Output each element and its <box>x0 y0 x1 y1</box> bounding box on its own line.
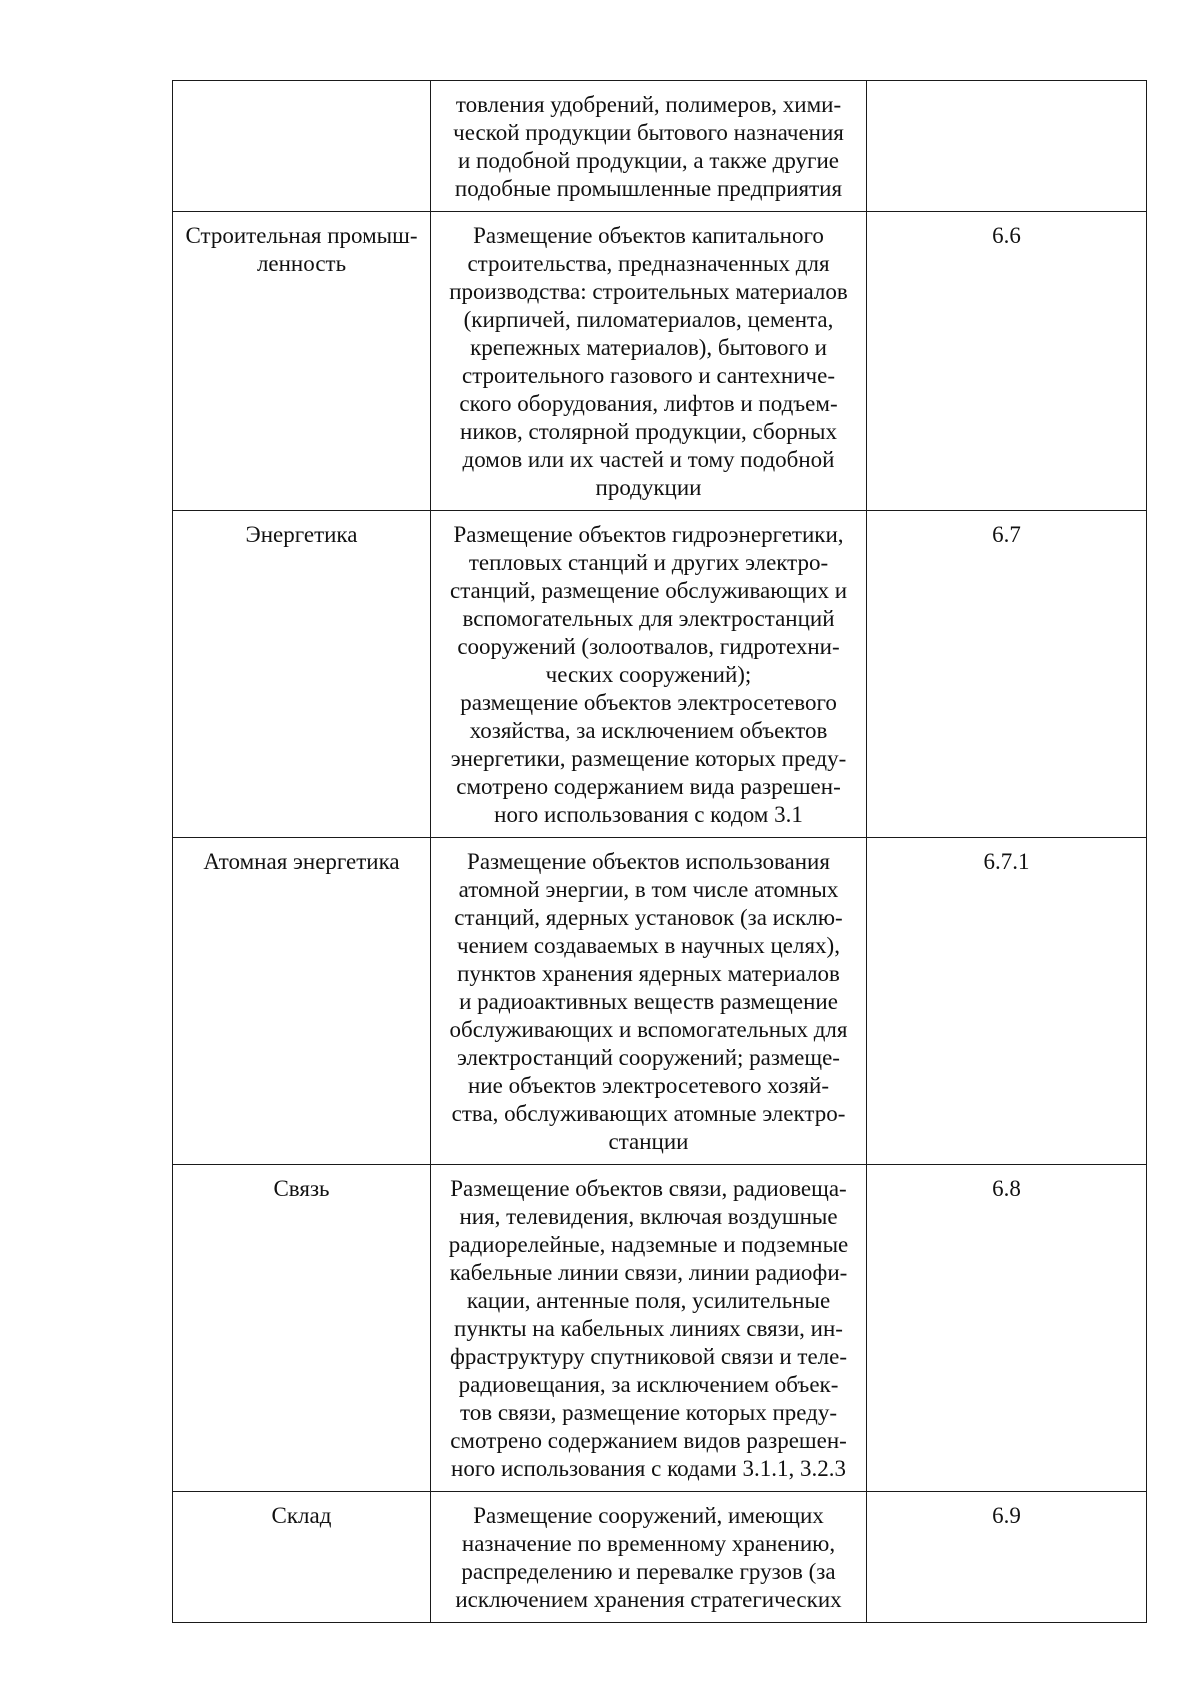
land-use-description-line: станций, ядерных установок (за исклю- <box>454 905 843 930</box>
land-use-description-line: размещение объектов электросетевого <box>460 690 837 715</box>
land-use-code-cell <box>867 838 1147 1165</box>
land-use-description-line: ного использования с кодами 3.1.1, 3.2.3 <box>451 1456 846 1481</box>
land-use-description-line: ского оборудования, лифтов и подъем- <box>459 391 838 416</box>
land-use-description-line: и радиоактивных веществ размещение <box>459 989 838 1014</box>
land-use-name-cell <box>173 81 431 212</box>
land-use-description-line: производства: строительных материалов <box>449 279 848 304</box>
land-use-description-line: строительства, предназначенных для <box>467 251 830 276</box>
land-use-description-cell <box>431 838 867 1165</box>
land-use-description-line: вспомогательных для электростанций <box>462 606 835 631</box>
land-use-description-line: Размещение объектов использования <box>467 849 830 874</box>
land-use-description-line: смотрено содержанием вида разрешен- <box>456 774 841 799</box>
land-use-description-line: тепловых станций и других электро- <box>468 550 829 575</box>
land-use-code-cell <box>867 81 1147 212</box>
land-use-description-line: фраструктуру спутниковой связи и теле- <box>449 1344 848 1369</box>
land-use-description-line: Размещение объектов гидроэнергетики, <box>453 522 844 547</box>
land-use-description-line: крепежных материалов), бытового и <box>470 335 827 360</box>
land-use-description-line: ческой продукции бытового назначения <box>453 120 844 145</box>
land-use-name-line: Склад <box>271 1503 332 1528</box>
land-use-code-cell <box>867 1492 1147 1623</box>
land-use-description-line: и подобной продукции, а также другие <box>458 148 839 173</box>
land-use-code-cell <box>867 1165 1147 1492</box>
land-use-description-line: ников, столярной продукции, сборных <box>460 419 837 444</box>
land-use-description-line: Размещение сооружений, имеющих <box>473 1503 824 1528</box>
land-use-name-cell <box>173 212 431 511</box>
land-use-name-cell <box>173 1165 431 1492</box>
land-use-description-cell <box>431 81 867 212</box>
land-use-description-line: (кирпичей, пиломатериалов, цемента, <box>463 307 834 332</box>
land-use-description-line: исключением хранения стратегических <box>455 1587 842 1612</box>
land-use-description-line: кабельные линии связи, линии радиофи- <box>449 1260 848 1285</box>
table-row <box>173 838 1147 1165</box>
land-use-description-line: ния, телевидения, включая воздушные <box>459 1204 838 1229</box>
land-use-description-line: тов связи, размещение которых преду- <box>459 1400 838 1425</box>
land-use-name-cell <box>173 1492 431 1623</box>
land-use-code: 6.9 <box>992 1503 1021 1528</box>
table-row <box>173 212 1147 511</box>
land-use-description-line: ства, обслуживающих атомные электро- <box>451 1101 846 1126</box>
land-use-description-line: ние объектов электросетевого хозяй- <box>468 1073 829 1098</box>
land-use-description-line: пунктов хранения ядерных материалов <box>457 961 840 986</box>
land-use-description-line: распределению и перевалке грузов (за <box>461 1559 836 1584</box>
table-body <box>173 81 1147 1623</box>
land-use-description-line: радиовещания, за исключением объек- <box>458 1372 839 1397</box>
land-use-name-line: Строительная промыш- <box>185 223 418 248</box>
land-use-description-line: станций, размещение обслуживающих и <box>449 578 848 603</box>
land-use-description-cell <box>431 511 867 838</box>
land-use-name-line: Энергетика <box>245 522 358 547</box>
land-use-description-cell <box>431 212 867 511</box>
land-use-description-line: ческих сооружений); <box>545 662 752 687</box>
table-row <box>173 511 1147 838</box>
land-use-description-line: строительного газового и сантехниче- <box>462 363 835 388</box>
land-use-description-cell <box>431 1165 867 1492</box>
land-use-description-line: продукции <box>595 475 702 500</box>
table-row <box>173 81 1147 212</box>
land-use-description-line: товления удобрений, полимеров, хими- <box>455 92 842 117</box>
table-row <box>173 1492 1147 1623</box>
land-use-name-line: Связь <box>273 1176 330 1201</box>
land-use-description-line: ного использования с кодом 3.1 <box>494 802 803 827</box>
land-use-code-cell <box>867 511 1147 838</box>
land-use-description-line: назначение по временному хранению, <box>461 1531 836 1556</box>
land-use-description-line: Размещение объектов связи, радиовеща- <box>450 1176 847 1201</box>
land-use-description-line: подобные промышленные предприятия <box>454 176 843 201</box>
land-use-description-line: атомной энергии, в том числе атомных <box>458 877 839 902</box>
land-use-description-line: сооружений (золоотвалов, гидротехни- <box>457 634 840 659</box>
land-use-description-line: обслуживающих и вспомогательных для <box>449 1017 848 1042</box>
land-use-description-line: кации, антенные поля, усилительные <box>466 1288 831 1313</box>
land-use-code: 6.7 <box>992 522 1021 547</box>
land-use-description-line: чением создаваемых в научных целях), <box>457 933 840 958</box>
land-use-name-line: Атомная энергетика <box>203 849 400 874</box>
land-use-name-cell <box>173 511 431 838</box>
land-use-name-cell <box>173 838 431 1165</box>
land-use-description-line: радиорелейные, надземные и подземные <box>448 1232 849 1257</box>
land-use-description-line: хозяйства, за исключением объектов <box>469 718 828 743</box>
land-use-description-line: электростанций сооружений; размеще- <box>457 1045 840 1070</box>
land-use-description-line: энергетики, размещение которых преду- <box>450 746 847 771</box>
land-use-description-line: станции <box>608 1129 689 1154</box>
land-use-code-cell <box>867 212 1147 511</box>
land-use-code: 6.6 <box>992 223 1021 248</box>
table-row <box>173 1165 1147 1492</box>
land-use-description-line: Размещение объектов капитального <box>473 223 824 248</box>
land-use-code: 6.7.1 <box>983 849 1030 874</box>
land-use-table <box>172 80 1147 1623</box>
land-use-description-line: смотрено содержанием видов разрешен- <box>450 1428 847 1453</box>
land-use-code: 6.8 <box>992 1176 1021 1201</box>
land-use-name-line: ленность <box>256 251 347 276</box>
land-use-description-line: домов или их частей и тому подобной <box>462 447 835 472</box>
land-use-description-cell <box>431 1492 867 1623</box>
land-use-description-line: пункты на кабельных линиях связи, ин- <box>454 1316 843 1341</box>
